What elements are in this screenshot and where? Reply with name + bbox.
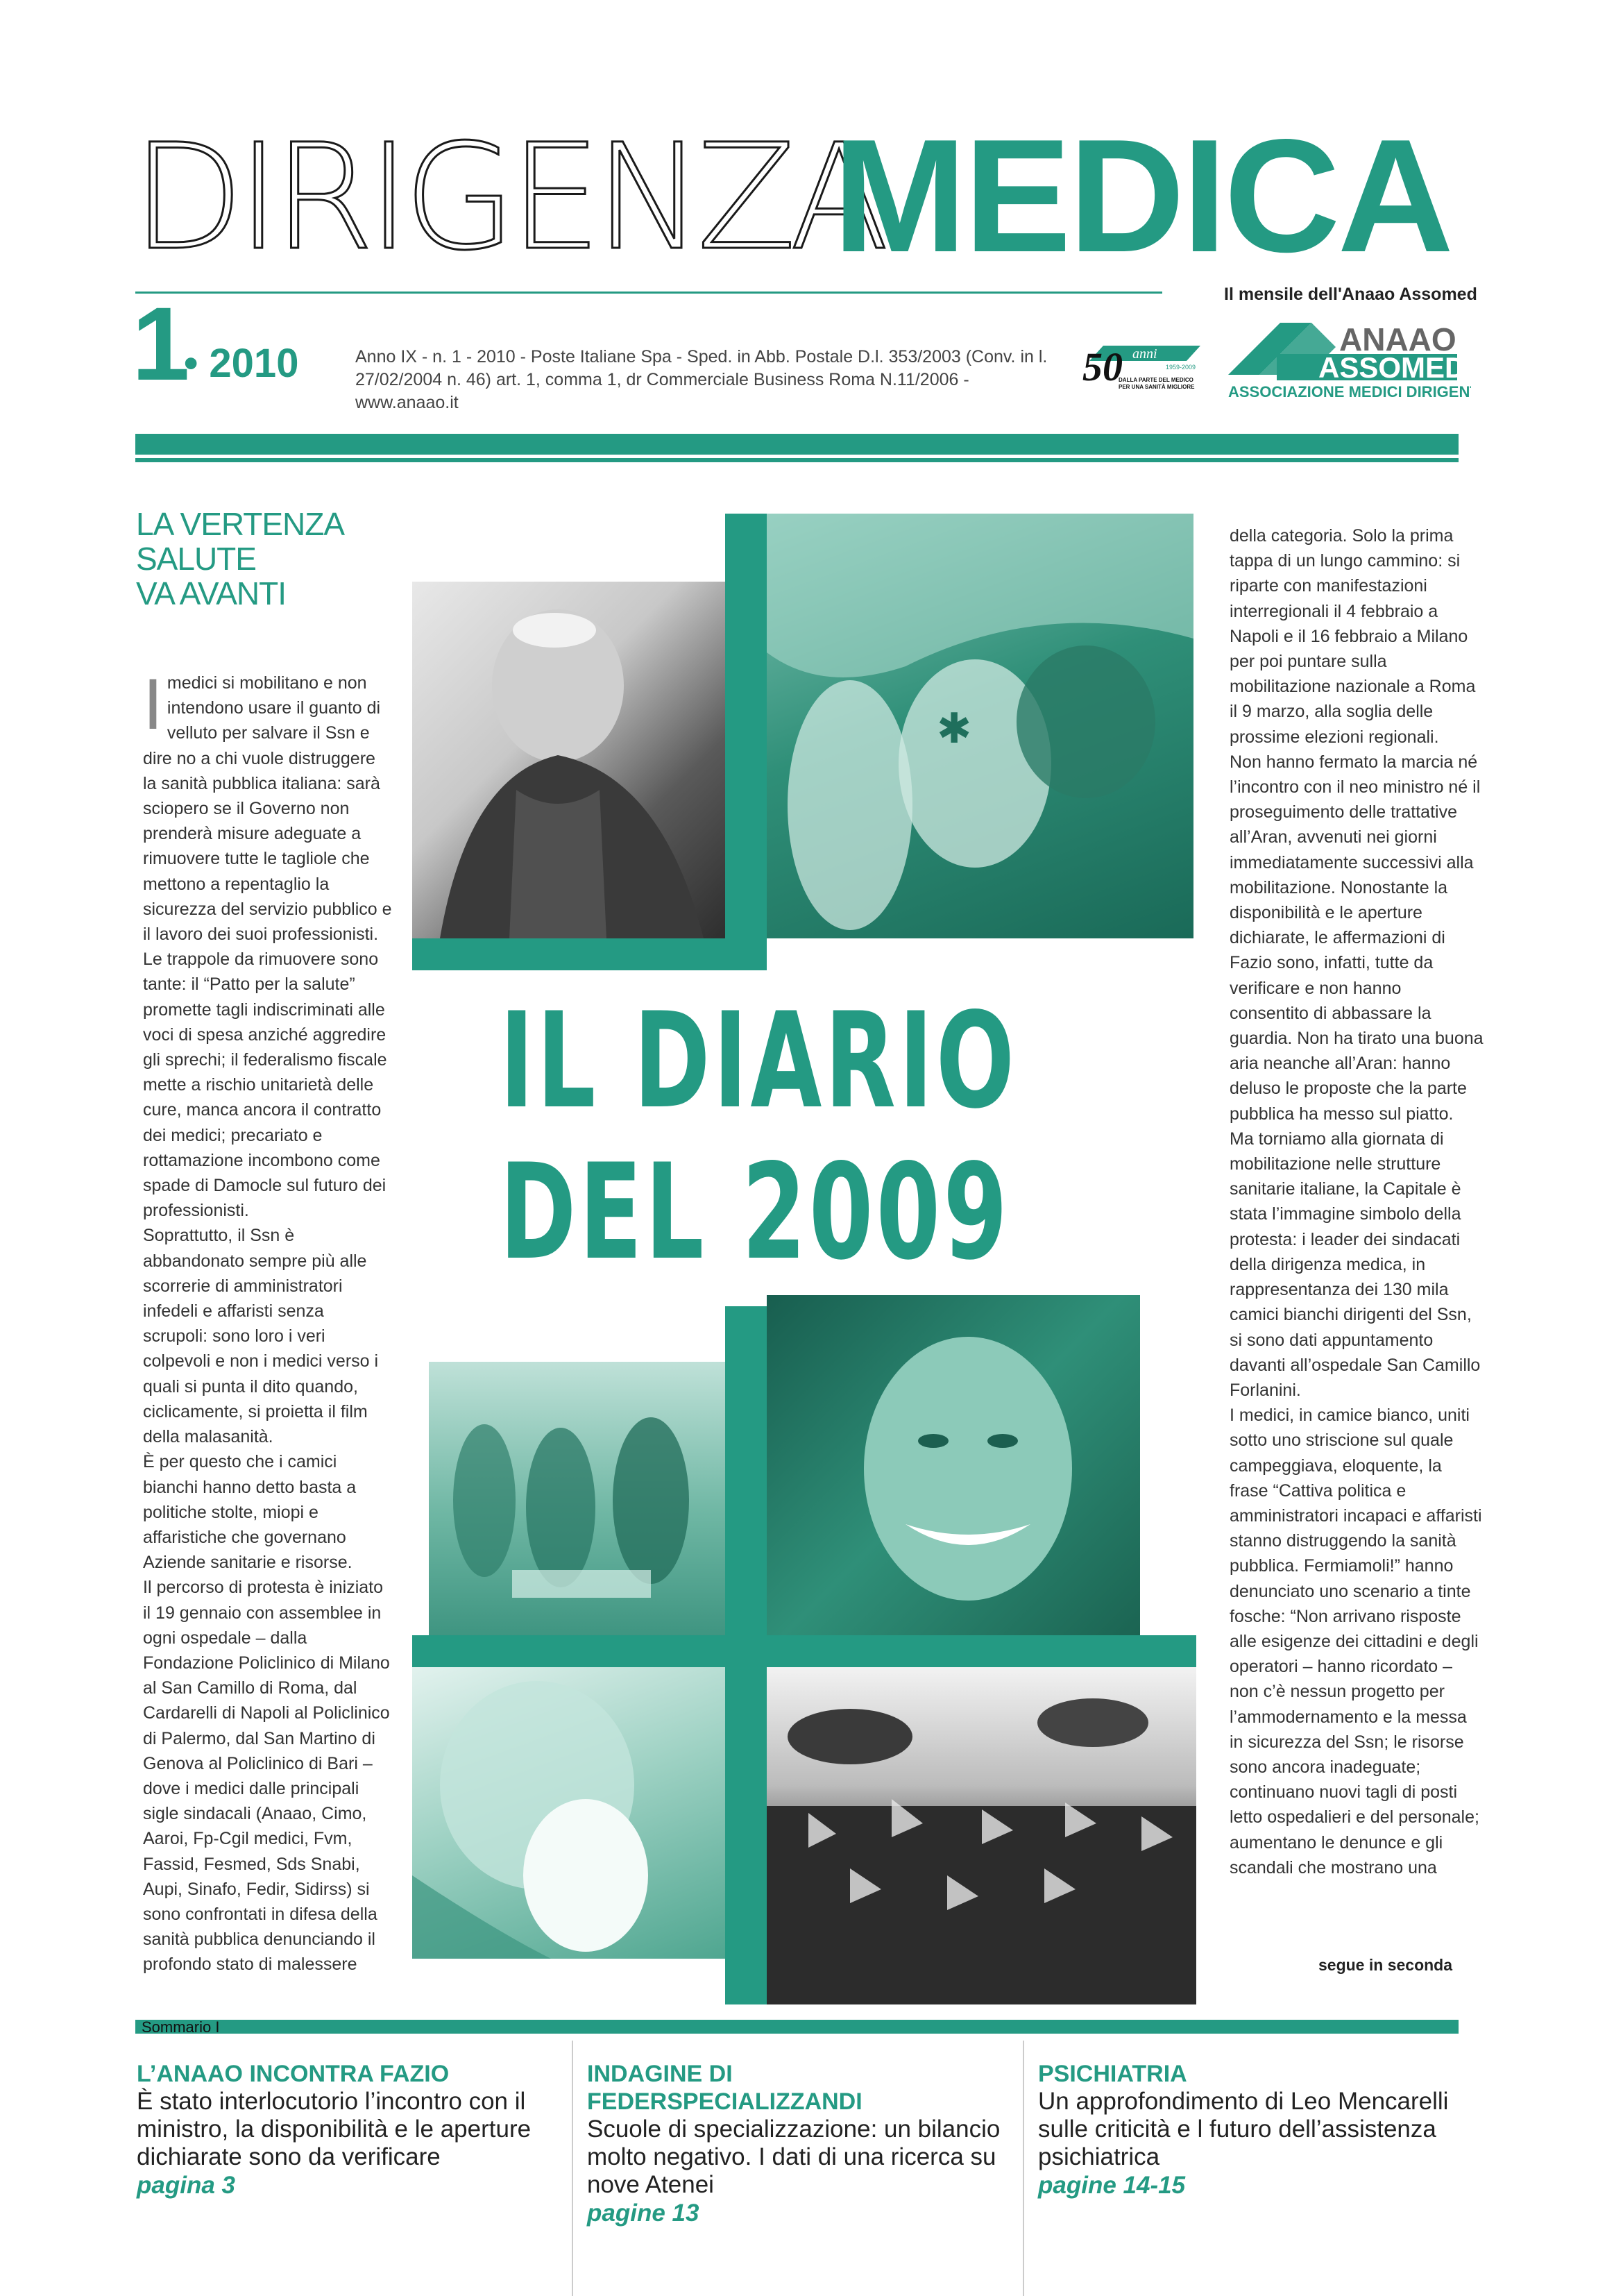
top-bar-thin — [135, 458, 1459, 462]
right-paragraph-2: Non hanno fermato la marcia né l’incontro con il neo ministro né il proseguimento delle trattative all’Aran, avvenuti nei giorni immediatamente successivi alla mobilitazione. Nonostante la disponibilità e le aperture dichiarate, le affermazioni di Fazio sono, infatti, tutte da verificare e non hanno consentito di abbassare la guardia. Non ha tirato una buona aria neanche all’Aran: hanno deluso le proposte che la parte pubblica ha messo sul piatto. — [1230, 752, 1484, 1124]
sommario-item-page: pagine 13 — [587, 2200, 699, 2227]
sommario-item-head: INDAGINE DI FEDERSPECIALIZZANDI — [587, 2061, 863, 2115]
sommario-item-3 — [1038, 2060, 1454, 2200]
left-paragraph-4: È per questo che i camici bianchi hanno detto basta a politiche stolte, miopi e affaristiche che governano Aziende sanitarie e risorse. — [143, 1452, 357, 1573]
photo-child-crying — [412, 1667, 725, 1959]
sommario-item-head: PSICHIATRIA — [1038, 2061, 1187, 2087]
sommario-divider — [1023, 2041, 1024, 2296]
photo-ceremony — [429, 1362, 725, 1635]
fifty-years-logo — [1076, 340, 1200, 396]
right-paragraph-3: Ma torniamo alla giornata di mobilitazione nelle strutture sanitarie italiane, la Capitale è stata l’immagine simbolo della protesta: i leader dei sindacati della dirigenza medica, in rappresentanza dei 130 mila camici bianchi dirigenti del Ssn, si sono dati appuntamento davanti all’ospedale San Camillo Forlanini. — [1230, 1129, 1481, 1400]
top-bar — [135, 434, 1459, 455]
masthead-info: Anno IX - n. 1 - 2010 - Poste Italiane Spa - Sped. in Abb. Postale D.l. 353/2003 (Conv. in l. 27/02/2004 n. 46) art. 1, comma 1, dr Commerciale Business Roma N.11/2006 - www.anaao.it — [355, 347, 1048, 412]
feature-title — [500, 986, 1017, 1288]
photo-pope — [412, 582, 725, 938]
collage-bar-horizontal-top — [412, 938, 766, 970]
sommario-bar — [135, 2020, 1459, 2034]
sommario-item-head: L’ANAAO INCONTRA FAZIO — [137, 2061, 450, 2087]
sommario-item-text: Scuole di specializzazione: un bilancio molto negativo. I dati di una ricerca su nove Atenei — [587, 2116, 1001, 2198]
right-paragraph-1: della categoria. Solo la prima tappa di un lungo cammino: si riparte con manifestazioni interregionali il 4 febbraio a Napoli e il 16 febbraio a Milano per poi puntare sulla mobilitazione nazionale a Roma il 9 marzo, alla soglia delle prossime elezioni regionali. — [1230, 526, 1476, 747]
collage-bar-vertical-bottom — [725, 1306, 767, 2004]
svg-text:✱: ✱ — [937, 704, 972, 753]
assomed-text: ASSOMED — [1318, 351, 1466, 384]
sommario-item-2 — [587, 2060, 1003, 2228]
tagline: Il mensile dell'Anaao Assomed — [1224, 285, 1477, 304]
sommario-divider — [572, 2041, 573, 2296]
collage-bar-horizontal-bottom — [412, 1635, 1196, 1667]
fifty-years: 1959-2009 — [1166, 364, 1196, 371]
headline-line-2: SALUTE — [136, 541, 256, 577]
logo-dirigenza: DIRIGENZA — [132, 112, 883, 282]
left-paragraph-3: Soprattutto, il Ssn è abbandonato sempre più alle scorrerie di amministratori infedeli e affaristi senza scrupoli: sono loro i veri colpevoli e non i medici verso i quali si punta il dito quando, ciclicamente, si proietta il film della malasanità. — [143, 1226, 379, 1447]
logo-medica: MEDICA — [833, 106, 1452, 286]
sommario-item-text: Un approfondimento di Leo Mencarelli sulle criticità e l futuro dell’assistenza psichiatrica — [1038, 2088, 1449, 2170]
issue-year: • 2010 — [184, 341, 299, 386]
fifty-anni: anni — [1132, 346, 1157, 362]
photo-portrait-woman — [767, 1295, 1140, 1635]
right-paragraph-4: I medici, in camice bianco, uniti sotto uno striscione sul quale campeggiava, eloquente, la frase “Cattiva politica e amministratori incapaci e affaristi stanno distruggendo la sanità pubblica. Fermiamoli!” hanno denunciato uno scenario a tinte fosche: “Non arrivano risposte alle esigenze dei cittadini e degli operatori – hanno ricordato – non c’è nessun progetto per l’ammodernamento e la messa in sicurezza del Ssn; le risorse sono ancora inadeguate; continuano nuovi tagli di posti letto ospedalieri e del personale; aumentano le denunce e gli scandali che mostrano una — [1230, 1406, 1482, 1877]
sommario-item-text: È stato interlocutorio l’incontro con il ministro, la disponibilità e le aperture dichiarate sono da verificare — [137, 2088, 532, 2170]
left-paragraph-2: Le trappole da rimuovere sono tante: il “Patto per la salute” promette tagli indiscriminati alle voci di spesa anziché aggredire gli sprechi; il federalismo fiscale mette a rischio unitarietà delle cure, manca ancora il contratto dei medici; precariato e rottamazione incombono come spade di Damocle sul futuro dei professionisti. — [143, 949, 387, 1221]
photo-protest-crowd — [767, 1667, 1196, 2004]
article-headline — [136, 507, 400, 611]
anaao-assomed-logo — [1214, 319, 1471, 403]
feature-title-line-1: IL DIARIO — [500, 984, 1018, 1138]
left-paragraph-5: Il percorso di protesta è iniziato il 19 gennaio con assemblee in ogni ospedale – dalla Fondazione Policlinico di Milano al San Camillo di Roma, dal Cardarelli di Napoli al Policlinico di Palermo, dal San Martino di Genova al Policlinico di Bari – dove i medici dalle principali sigle sindacali (Anaao, Cimo, Aaroi, Fp-Cgil medici, Fvm, Fassid, Fesmed, Sds Snabi, Aupi, Sinafo, Fedir, Sidirss) si sono confrontati in difesa della sanità pubblica denunciando il profondo stato di malessere — [143, 1578, 390, 1975]
masthead-rule — [135, 292, 1162, 294]
anaao-sub: ASSOCIAZIONE MEDICI DIRIGENTI — [1228, 383, 1471, 400]
photo-rescue-workers — [767, 514, 1193, 938]
left-paragraph-1: medici si mobilitano e non intendono usare il guanto di velluto per salvare il Ssn e dire no a chi vuole distruggere la sanità pubblica italiana: sarà sciopero se il Governo non prenderà misure adeguate a rimuovere tutte le tagliole che mettono a repentaglio la sicurezza del servizio pubblico e il lavoro dei suoi professionisti. — [143, 673, 392, 945]
article-right-column — [1230, 523, 1484, 1880]
headline-line-3: VA AVANTI — [136, 575, 286, 611]
dropcap: I — [143, 664, 163, 745]
article-left-column — [143, 664, 393, 1977]
feature-title-line-2: DEL 2009 — [500, 1136, 1011, 1289]
continued-note: segue in seconda — [1318, 1956, 1453, 1974]
fifty-number: 50 — [1082, 344, 1123, 389]
sommario-label: Sommario I — [142, 2018, 220, 2036]
sommario-item-page: pagina 3 — [137, 2172, 235, 2199]
fifty-motto-2: PER UNA SANITÀ MIGLIORE — [1119, 384, 1195, 390]
collage-bar-vertical-top — [725, 514, 767, 970]
headline-line-1: LA VERTENZA — [136, 506, 345, 542]
fifty-motto-1: DALLA PARTE DEL MEDICO — [1119, 377, 1193, 383]
sommario-item-page: pagine 14-15 — [1038, 2172, 1186, 2199]
anaao-text: ANAAO — [1339, 321, 1456, 357]
sommario-item-1 — [137, 2060, 553, 2200]
issue-number: 1 — [132, 285, 190, 402]
